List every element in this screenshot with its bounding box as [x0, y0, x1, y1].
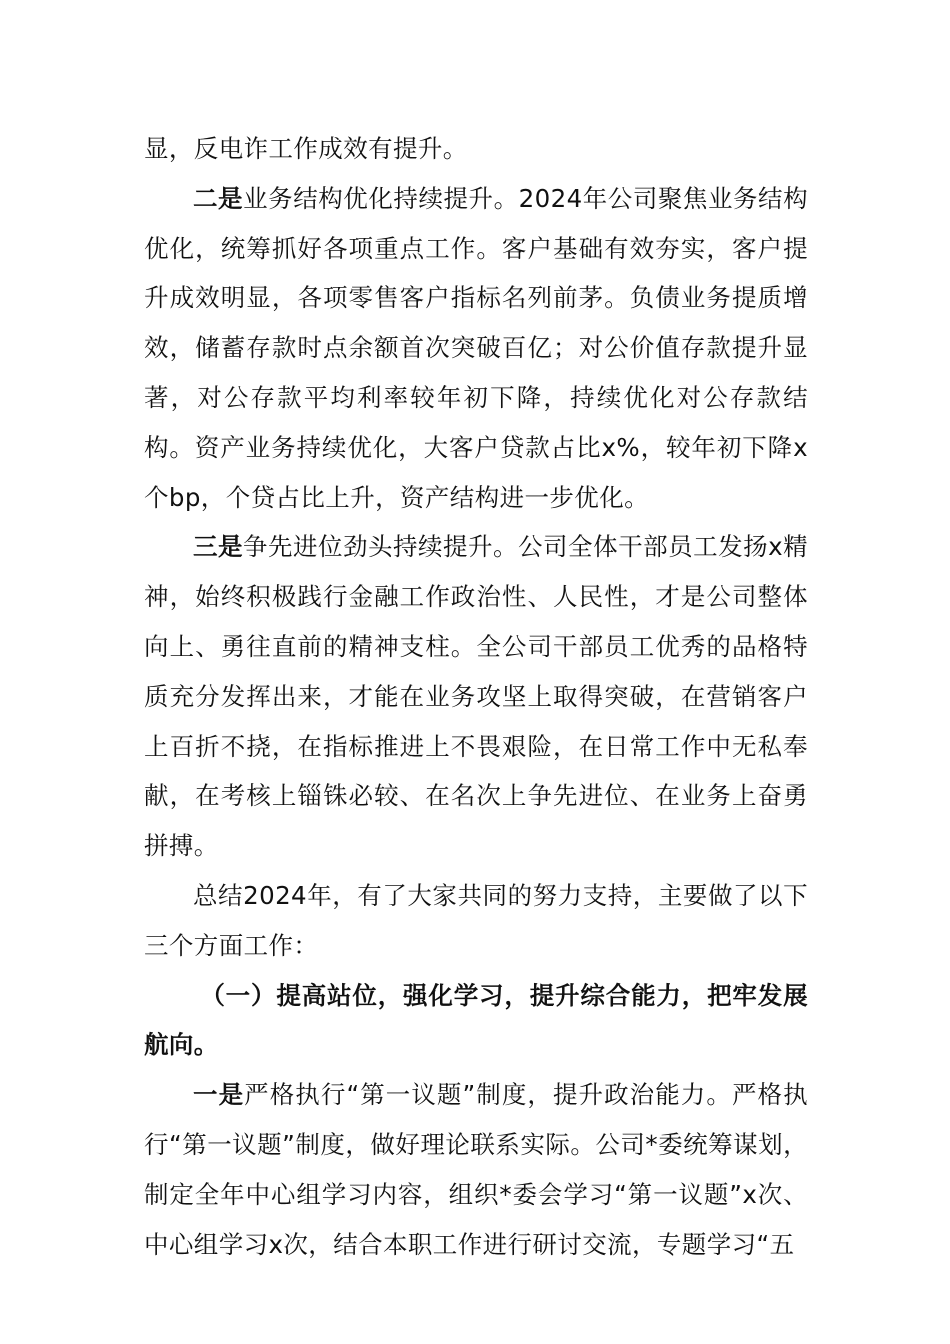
paragraph-lead: 三是 — [193, 532, 244, 562]
paragraph-summary — [144, 871, 808, 971]
document-body — [144, 124, 808, 1269]
paragraph-text: 严格执行“第一议题”制度，提升政治能力。严格执行“第一议题”制度，做好理论联系实际。公司*委统筹谋划，制定全年中心组学习内容，组织*委会学习“第一议题”x次、中心组学习x次，结合本职工作进行研讨交流，专题学习“五 — [144, 1080, 808, 1259]
paragraph-text: 显，反电诈工作成效有提升。 — [144, 134, 468, 163]
paragraph-business-structure — [144, 174, 808, 523]
paragraph-first-topic — [144, 1070, 808, 1269]
paragraph-lead: 一是 — [193, 1080, 245, 1110]
paragraph-text: 业务结构优化持续提升。2024年公司聚焦业务结构优化，统筹抓好各项重点工作。客户基础有效夯实，客户提升成效明显，各项零售客户指标名列前茅。负债业务提质增效，储蓄存款时点余额首次突破百亿；对公价值存款提升显著，对公存款平均利率较年初下降，持续优化对公存款结构。资产业务持续优化，大客户贷款占比x%，较年初下降x个bp，个贷占比上升，资产结构进一步优化。 — [144, 183, 808, 512]
paragraph-competitive-drive — [144, 522, 808, 871]
heading-text: （一）提高站位，强化学习，提升综合能力，把牢发展航向。 — [144, 980, 808, 1060]
paragraph-continuation — [144, 124, 808, 174]
section-heading — [144, 971, 808, 1071]
paragraph-text: 争先进位劲头持续提升。公司全体干部员工发扬x精神，始终积极践行金融工作政治性、人民性，才是公司整体向上、勇往直前的精神支柱。全公司干部员工优秀的品格特质充分发挥出来，才能在业务攻坚上取得突破，在营销客户上百折不挠，在指标推进上不畏艰险，在日常工作中无私奉献，在考核上锱铢必较、在名次上争先进位、在业务上奋勇拼搏。 — [144, 532, 808, 861]
paragraph-text: 总结2024年，有了大家共同的努力支持，主要做了以下三个方面工作： — [144, 880, 808, 960]
paragraph-lead: 二是 — [193, 183, 244, 213]
